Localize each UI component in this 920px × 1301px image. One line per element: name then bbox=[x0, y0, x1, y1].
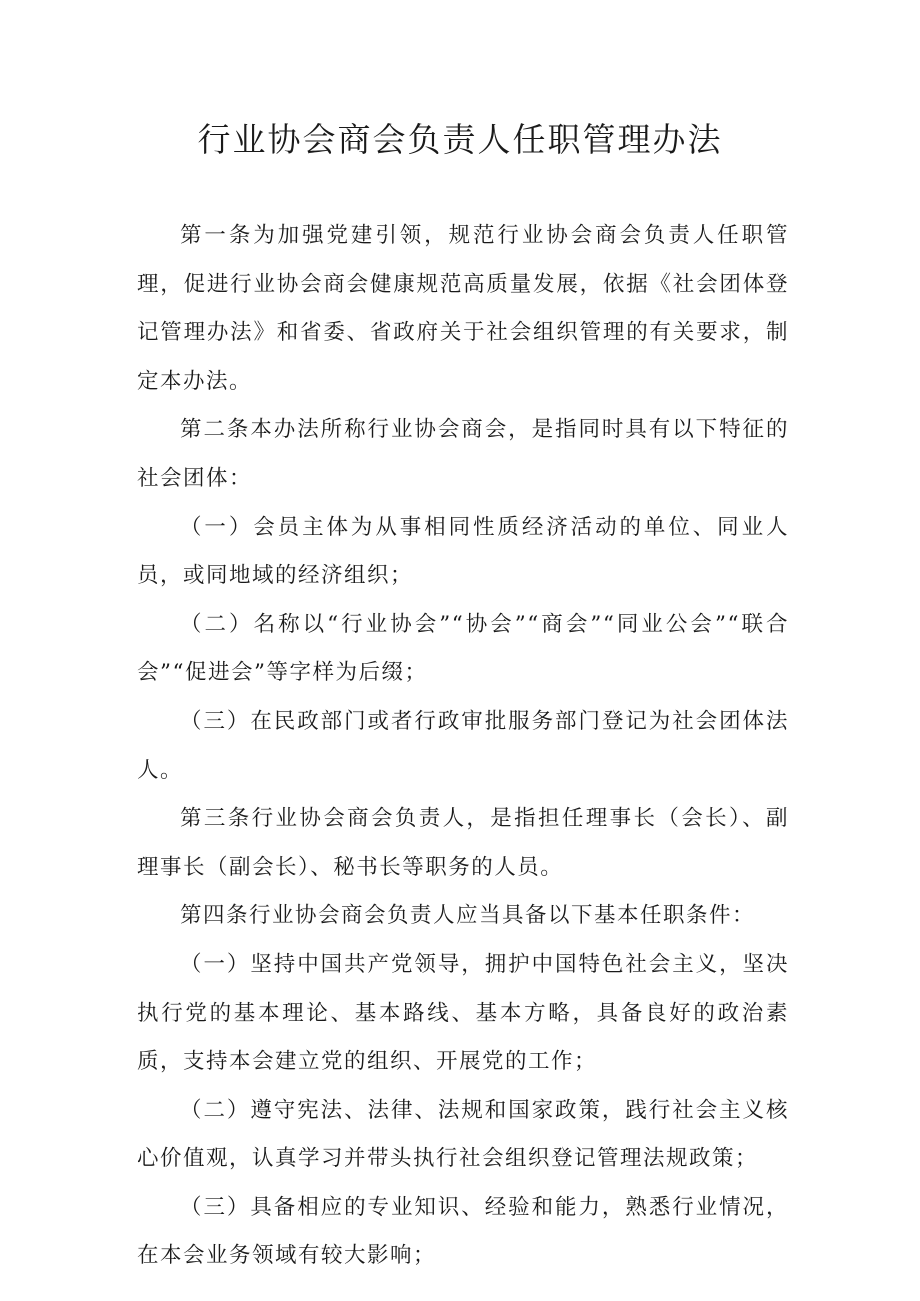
document-body bbox=[137, 212, 789, 1281]
paragraph-article-1: 第一条为加强党建引领，规范行业协会商会负责人任职管理，促进行业协会商会健康规范高质量发展，依据《社会团体登记管理办法》和省委、省政府关于社会组织管理的有关要求，制定本办法。 bbox=[137, 223, 789, 394]
paragraph-article-4: 第四条行业协会商会负责人应当具备以下基本任职条件： bbox=[180, 903, 756, 929]
paragraph-article-2: 第二条本办法所称行业协会商会，是指同时具有以下特征的社会团体： bbox=[137, 417, 789, 491]
document-title: 行业协会商会负责人任职管理办法 bbox=[197, 120, 723, 159]
paragraph-article-2-item-3: （三）在民政部门或者行政审批服务部门登记为社会团体法人。 bbox=[137, 708, 789, 783]
paragraph-article-3: 第三条行业协会商会负责人，是指担任理事长（会长）、副理事长（副会长）、秘书长等职务的人员。 bbox=[137, 806, 789, 880]
paragraph-article-4-item-1: （一）坚持中国共产党领导，拥护中国特色社会主义，坚决执行党的基本理论、基本路线、基本方略，具备良好的政治素质，支持本会建立党的组织、开展党的工作； bbox=[137, 951, 789, 1075]
paragraph-article-2-item-2: （二）名称以“行业协会”“协会”“商会”“同业公会”“联合会”“促进会”等字样为后缀； bbox=[137, 611, 789, 686]
paragraph-article-2-item-1: （一）会员主体为从事相同性质经济活动的单位、同业人员，或同地域的经济组织； bbox=[137, 514, 789, 589]
paragraph-article-4-item-3: （三）具备相应的专业知识、经验和能力，熟悉行业情况，在本会业务领域有较大影响； bbox=[137, 1194, 789, 1269]
paragraph-article-4-item-2: （二）遵守宪法、法律、法规和国家政策，践行社会主义核心价值观，认真学习并带头执行社会组织登记管理法规政策； bbox=[137, 1097, 789, 1172]
